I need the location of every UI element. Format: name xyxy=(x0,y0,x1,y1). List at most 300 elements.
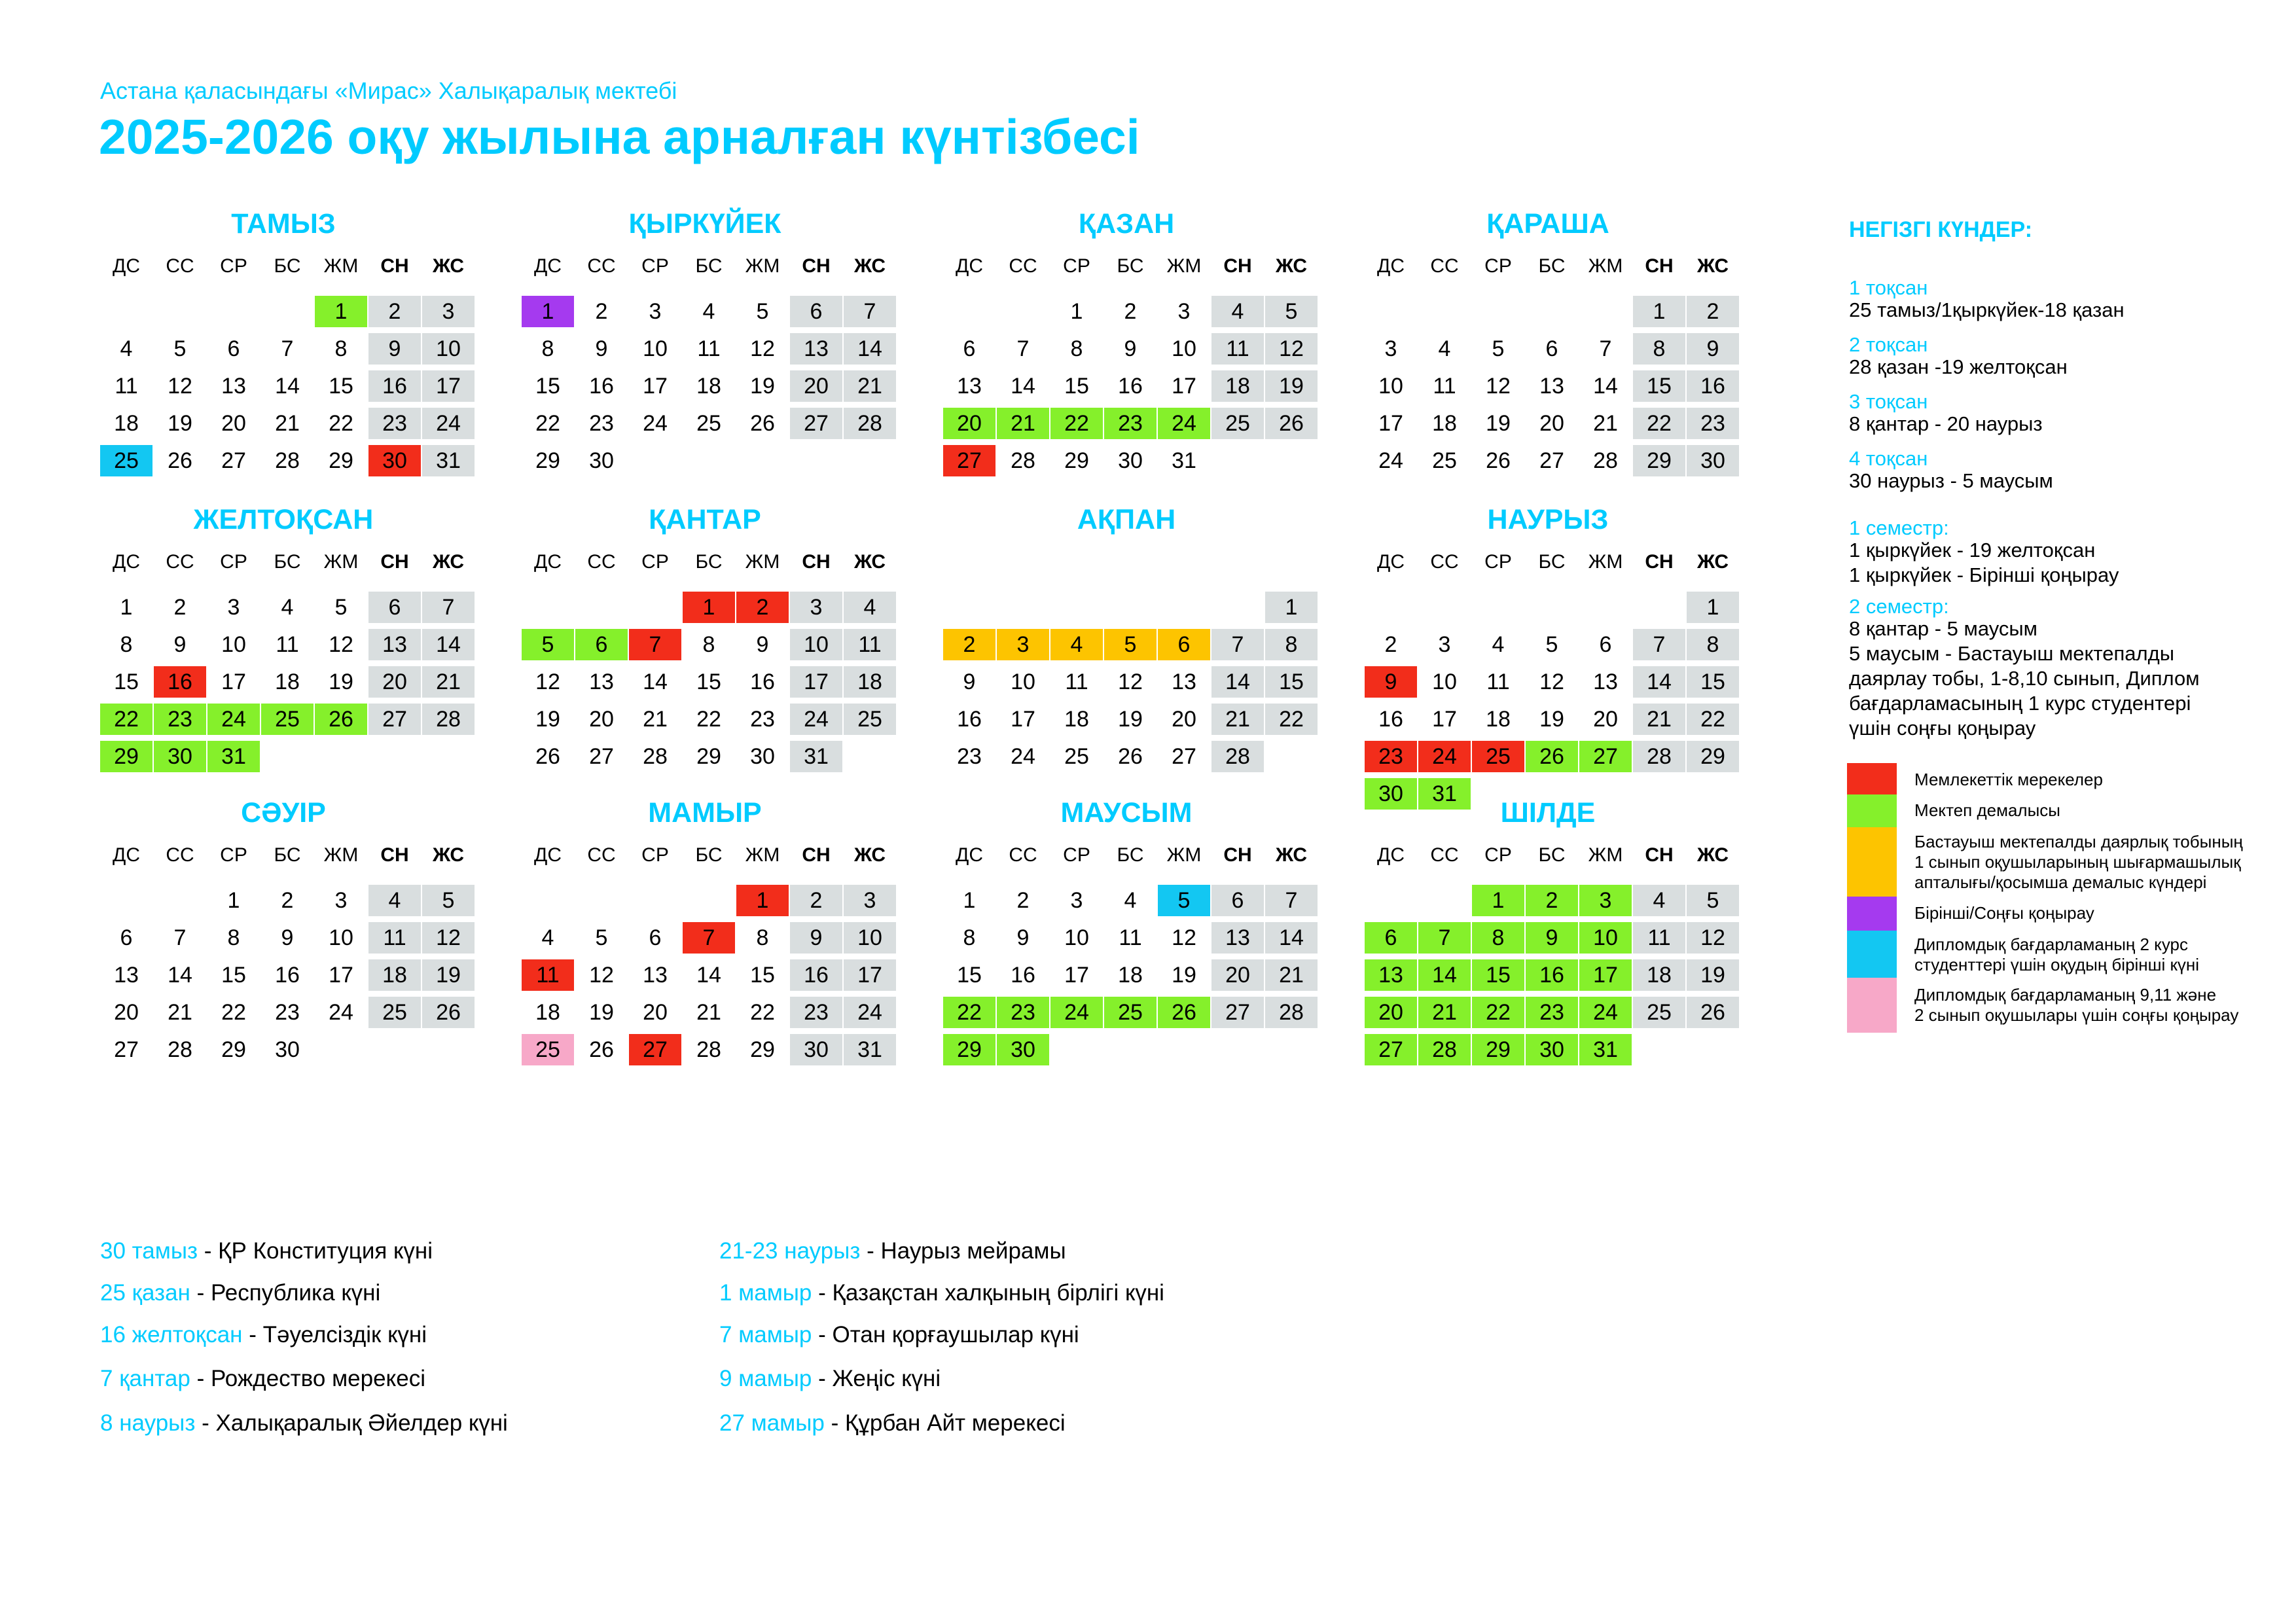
day-cell: 26 xyxy=(1158,997,1210,1028)
day-cell: 8 xyxy=(1633,333,1685,365)
day-cell: 24 xyxy=(207,704,260,735)
weekday-header: ЖС xyxy=(1275,844,1308,866)
day-cell: 23 xyxy=(154,704,206,735)
day-cell: 2 xyxy=(595,299,608,324)
day-cell: 18 xyxy=(368,959,421,991)
day-cell: 5 xyxy=(522,629,574,660)
day-cell: 20 xyxy=(368,666,421,698)
day-cell: 2 xyxy=(173,595,187,620)
day-cell: 9 xyxy=(756,632,769,657)
day-cell: 19 xyxy=(1539,707,1564,732)
weekday-header: СС xyxy=(166,255,194,277)
month-calendar xyxy=(943,504,1310,779)
weekday-header: ЖС xyxy=(432,255,465,277)
legend-label-pink-2: 2 сынып оқушылары үшін соңғы қоңырау xyxy=(1914,1005,2239,1025)
weekday-header: СС xyxy=(1009,255,1037,277)
day-cell: 25 xyxy=(100,445,152,476)
day-cell: 11 xyxy=(1486,669,1510,694)
weekday-header: СН xyxy=(1645,551,1674,573)
day-cell: 3 xyxy=(649,299,662,324)
weekday-header: ЖМ xyxy=(1588,551,1623,573)
day-cell: 19 xyxy=(1486,411,1511,436)
day-cell: 27 xyxy=(790,408,842,439)
day-cell: 6 xyxy=(1545,336,1558,361)
day-cell: 27 xyxy=(1539,448,1564,473)
day-cell: 28 xyxy=(275,448,300,473)
weekday-header: ЖМ xyxy=(745,551,780,573)
day-cell: 30 xyxy=(790,1034,842,1065)
holiday-item xyxy=(100,1280,380,1306)
day-cell: 24 xyxy=(844,997,896,1028)
weekday-header: ЖМ xyxy=(1166,255,1202,277)
day-cell: 20 xyxy=(1539,411,1564,436)
day-cell: 29 xyxy=(329,448,353,473)
day-cell: 14 xyxy=(696,963,721,988)
day-cell: 7 xyxy=(281,336,294,361)
day-cell: 8 xyxy=(1472,922,1524,954)
day-cell: 11 xyxy=(1633,922,1685,954)
legend-label-red: Мемлекеттік мерекелер xyxy=(1914,770,2103,789)
day-cell: 2 xyxy=(736,592,789,623)
day-cell: 4 xyxy=(1633,885,1685,916)
weekday-header: ДС xyxy=(113,551,140,573)
day-cell: 15 xyxy=(114,669,139,694)
day-cell: 2 xyxy=(281,888,294,913)
day-cell: 18 xyxy=(1211,370,1264,402)
day-cell: 14 xyxy=(1593,374,1618,399)
month-title: АҚПАН xyxy=(1077,504,1176,535)
day-cell: 20 xyxy=(643,1000,668,1025)
month-title: МАУСЫМ xyxy=(1060,797,1193,829)
day-cell: 24 xyxy=(1011,744,1035,769)
day-cell: 30 xyxy=(1118,448,1143,473)
day-cell: 10 xyxy=(1432,669,1457,694)
day-cell: 16 xyxy=(368,370,421,402)
weekday-header: ЖМ xyxy=(323,844,359,866)
weekday-header: БС xyxy=(695,844,723,866)
day-cell: 21 xyxy=(643,707,668,732)
day-cell: 15 xyxy=(750,963,775,988)
day-cell: 14 xyxy=(1265,922,1318,954)
day-cell: 22 xyxy=(696,707,721,732)
day-cell: 5 xyxy=(334,595,348,620)
day-cell: 15 xyxy=(1633,370,1685,402)
day-cell: 3 xyxy=(334,888,348,913)
day-cell: 2 xyxy=(790,885,842,916)
day-cell: 5 xyxy=(173,336,187,361)
semester-2-note-3: бағдарламасының 1 курс студентері xyxy=(1849,692,2191,715)
day-cell: 22 xyxy=(1633,408,1685,439)
day-cell: 15 xyxy=(221,963,246,988)
day-cell: 10 xyxy=(329,925,353,950)
day-cell: 9 xyxy=(963,669,976,694)
day-cell: 28 xyxy=(1265,997,1318,1028)
day-cell: 9 xyxy=(790,922,842,954)
day-cell: 17 xyxy=(422,370,475,402)
day-cell: 15 xyxy=(329,374,353,399)
day-cell: 24 xyxy=(1158,408,1210,439)
weekday-header: СР xyxy=(1484,844,1512,866)
day-cell: 28 xyxy=(1211,741,1264,772)
month-title: ЖЕЛТОҚСАН xyxy=(193,504,374,535)
day-cell: 6 xyxy=(649,925,662,950)
day-cell: 28 xyxy=(844,408,896,439)
weekday-header: СР xyxy=(1484,551,1512,573)
holiday-date: 9 мамыр xyxy=(719,1366,812,1391)
day-cell: 1 xyxy=(1265,592,1318,623)
weekday-header: ДС xyxy=(113,255,140,277)
day-cell: 19 xyxy=(1687,959,1739,991)
holiday-date: 30 тамыз xyxy=(100,1238,198,1264)
weekday-header: СР xyxy=(220,551,247,573)
day-cell: 14 xyxy=(1418,959,1471,991)
month-calendar xyxy=(943,208,1310,483)
quarter-2-label: 2 тоқсан xyxy=(1849,333,1928,356)
day-cell: 18 xyxy=(1432,411,1457,436)
weekday-header: ДС xyxy=(113,844,140,866)
page-title: 2025-2026 оқу жылына арналған күнтізбесі xyxy=(99,109,1140,164)
day-cell: 7 xyxy=(683,922,735,954)
day-cell: 5 xyxy=(1492,336,1505,361)
weekday-header: ЖС xyxy=(853,255,886,277)
weekday-header: СР xyxy=(1063,255,1090,277)
legend-swatch-orange xyxy=(1847,827,1897,897)
day-cell: 28 xyxy=(168,1037,192,1062)
day-cell: 5 xyxy=(1265,296,1318,327)
day-cell: 27 xyxy=(589,744,614,769)
weekday-header: СР xyxy=(641,551,669,573)
weekday-header: СН xyxy=(380,255,409,277)
day-cell: 4 xyxy=(1492,632,1505,657)
day-cell: 18 xyxy=(1633,959,1685,991)
day-cell: 16 xyxy=(1118,374,1143,399)
day-cell: 23 xyxy=(750,707,775,732)
day-cell: 28 xyxy=(1011,448,1035,473)
weekday-header: СР xyxy=(220,844,247,866)
day-cell: 10 xyxy=(1579,922,1632,954)
day-cell: 3 xyxy=(1177,299,1191,324)
day-cell: 13 xyxy=(790,333,842,365)
day-cell: 3 xyxy=(844,885,896,916)
day-cell: 5 xyxy=(595,925,608,950)
day-cell: 11 xyxy=(1433,374,1456,399)
day-cell: 3 xyxy=(1579,885,1632,916)
weekday-header: СН xyxy=(1223,844,1252,866)
weekday-header: БС xyxy=(1538,255,1566,277)
semester-1-first-bell: 1 қыркүйек - Бірінші қоңырау xyxy=(1849,563,2119,586)
weekday-header: СР xyxy=(1063,844,1090,866)
day-cell: 25 xyxy=(261,704,314,735)
semester-1-label: 1 семестр: xyxy=(1849,516,1949,539)
day-cell: 22 xyxy=(1265,704,1318,735)
day-cell: 26 xyxy=(589,1037,614,1062)
day-cell: 28 xyxy=(643,744,668,769)
day-cell: 6 xyxy=(575,629,628,660)
day-cell: 14 xyxy=(1011,374,1035,399)
day-cell: 20 xyxy=(589,707,614,732)
day-cell: 12 xyxy=(168,374,192,399)
day-cell: 28 xyxy=(1633,741,1685,772)
weekday-header: ЖС xyxy=(1696,844,1729,866)
holiday-name: - Наурыз мейрамы xyxy=(860,1238,1066,1264)
day-cell: 15 xyxy=(1687,666,1739,698)
day-cell: 19 xyxy=(168,411,192,436)
weekday-header: СР xyxy=(641,844,669,866)
day-cell: 31 xyxy=(422,445,475,476)
weekday-header: ЖС xyxy=(853,844,886,866)
day-cell: 16 xyxy=(750,669,775,694)
day-cell: 8 xyxy=(334,336,348,361)
weekday-header: БС xyxy=(1117,255,1144,277)
day-cell: 6 xyxy=(1365,922,1417,954)
day-cell: 19 xyxy=(329,669,353,694)
weekday-header: БС xyxy=(695,255,723,277)
month-title: ТАМЫЗ xyxy=(231,208,336,240)
day-cell: 17 xyxy=(329,963,353,988)
holiday-name: - Қазақстан халқының бірлігі күні xyxy=(812,1280,1164,1306)
weekday-header: ЖМ xyxy=(1588,255,1623,277)
day-cell: 5 xyxy=(1104,629,1157,660)
day-cell: 25 xyxy=(1432,448,1457,473)
day-cell: 7 xyxy=(1265,885,1318,916)
day-cell: 30 xyxy=(1365,778,1417,810)
day-cell: 27 xyxy=(943,445,996,476)
day-cell: 13 xyxy=(589,669,614,694)
day-cell: 10 xyxy=(844,922,896,954)
day-cell: 2 xyxy=(1016,888,1030,913)
day-cell: 23 xyxy=(589,411,614,436)
day-cell: 28 xyxy=(422,704,475,735)
weekday-header: СС xyxy=(166,551,194,573)
legend-label-green: Мектеп демалысы xyxy=(1914,800,2060,820)
weekday-header: СС xyxy=(587,255,616,277)
day-cell: 11 xyxy=(115,374,138,399)
day-cell: 13 xyxy=(643,963,668,988)
day-cell: 6 xyxy=(963,336,976,361)
weekday-header: СН xyxy=(1645,844,1674,866)
legend-swatch-red xyxy=(1847,763,1897,794)
month-title: ҚАРАША xyxy=(1486,208,1609,240)
day-cell: 8 xyxy=(1265,629,1318,660)
day-cell: 24 xyxy=(422,408,475,439)
day-cell: 4 xyxy=(1211,296,1264,327)
day-cell: 12 xyxy=(1118,669,1143,694)
day-cell: 10 xyxy=(1011,669,1035,694)
day-cell: 8 xyxy=(227,925,240,950)
day-cell: 24 xyxy=(1050,997,1103,1028)
school-name: Астана қаласындағы «Мирас» Халықаралық мектебі xyxy=(100,77,677,104)
holiday-name: - ҚР Конституция күні xyxy=(198,1238,433,1264)
month-title: НАУРЫЗ xyxy=(1487,504,1609,535)
day-cell: 20 xyxy=(1365,997,1417,1028)
day-cell: 29 xyxy=(750,1037,775,1062)
day-cell: 29 xyxy=(100,741,152,772)
weekday-header: ДС xyxy=(956,255,983,277)
holiday-name: - Республика күні xyxy=(196,1280,381,1306)
day-cell: 5 xyxy=(1545,632,1558,657)
holiday-date: 25 қазан xyxy=(100,1280,197,1306)
day-cell: 1 xyxy=(736,885,789,916)
weekday-header: ДС xyxy=(534,255,562,277)
day-cell: 18 xyxy=(535,1000,560,1025)
weekday-header: СН xyxy=(802,255,831,277)
day-cell: 31 xyxy=(844,1034,896,1065)
holiday-date: 27 мамыр xyxy=(719,1410,825,1436)
quarter-1-dates: 25 тамыз/1қыркүйек-18 қазан xyxy=(1849,298,2125,321)
day-cell: 20 xyxy=(114,1000,139,1025)
day-cell: 13 xyxy=(957,374,982,399)
day-cell: 7 xyxy=(1599,336,1612,361)
day-cell: 4 xyxy=(702,299,715,324)
day-cell: 16 xyxy=(275,963,300,988)
weekday-header: СН xyxy=(802,844,831,866)
day-cell: 11 xyxy=(1119,925,1142,950)
day-cell: 20 xyxy=(221,411,246,436)
day-cell: 16 xyxy=(1378,707,1403,732)
day-cell: 24 xyxy=(643,411,668,436)
day-cell: 8 xyxy=(756,925,769,950)
day-cell: 11 xyxy=(697,336,721,361)
weekday-header: БС xyxy=(274,551,301,573)
weekday-header: ДС xyxy=(1377,844,1405,866)
weekday-header: ДС xyxy=(1377,255,1405,277)
day-cell: 11 xyxy=(1211,333,1264,365)
day-cell: 13 xyxy=(1539,374,1564,399)
holiday-date: 7 қантар xyxy=(100,1366,197,1391)
weekday-header: СН xyxy=(380,844,409,866)
day-cell: 28 xyxy=(1418,1034,1471,1065)
holiday-item xyxy=(719,1238,1066,1264)
day-cell: 4 xyxy=(541,925,554,950)
day-cell: 16 xyxy=(957,707,982,732)
day-cell: 7 xyxy=(1211,629,1264,660)
day-cell: 10 xyxy=(1172,336,1196,361)
day-cell: 26 xyxy=(1687,997,1739,1028)
day-cell: 1 xyxy=(1472,885,1524,916)
day-cell: 11 xyxy=(522,959,574,991)
day-cell: 30 xyxy=(1526,1034,1578,1065)
weekday-header: ЖС xyxy=(1696,255,1729,277)
day-cell: 25 xyxy=(522,1034,574,1065)
legend-label-pink-1: Дипломдық бағдарламаның 9,11 және xyxy=(1914,985,2217,1005)
day-cell: 25 xyxy=(368,997,421,1028)
day-cell: 2 xyxy=(1526,885,1578,916)
day-cell: 7 xyxy=(629,629,681,660)
day-cell: 10 xyxy=(422,333,475,365)
weekday-header: БС xyxy=(274,255,301,277)
weekday-header: ЖС xyxy=(432,844,465,866)
day-cell: 26 xyxy=(315,704,367,735)
day-cell: 25 xyxy=(1104,997,1157,1028)
day-cell: 22 xyxy=(1687,704,1739,735)
day-cell: 3 xyxy=(422,296,475,327)
month-calendar xyxy=(522,208,888,483)
day-cell: 1 xyxy=(522,296,574,327)
day-cell: 1 xyxy=(1633,296,1685,327)
day-cell: 21 xyxy=(696,1000,721,1025)
day-cell: 3 xyxy=(227,595,240,620)
day-cell: 7 xyxy=(1016,336,1030,361)
weekday-header: БС xyxy=(1538,844,1566,866)
day-cell: 3 xyxy=(1384,336,1397,361)
weekday-header: СС xyxy=(1009,844,1037,866)
day-cell: 31 xyxy=(1579,1034,1632,1065)
day-cell: 29 xyxy=(1064,448,1089,473)
day-cell: 21 xyxy=(422,666,475,698)
weekday-header: СН xyxy=(802,551,831,573)
weekday-header: БС xyxy=(695,551,723,573)
month-title: ҚЫРКҮЙЕК xyxy=(628,208,781,240)
day-cell: 3 xyxy=(997,629,1049,660)
legend-label-orange-1: Бастауыш мектепалды даярлық тобының xyxy=(1914,832,2243,851)
day-cell: 9 xyxy=(1124,336,1137,361)
day-cell: 29 xyxy=(221,1037,246,1062)
weekday-header: ЖС xyxy=(1275,255,1308,277)
day-cell: 19 xyxy=(1265,370,1318,402)
day-cell: 25 xyxy=(1211,408,1264,439)
day-cell: 23 xyxy=(957,744,982,769)
day-cell: 30 xyxy=(589,448,614,473)
day-cell: 4 xyxy=(368,885,421,916)
day-cell: 19 xyxy=(1172,963,1196,988)
holiday-date: 8 наурыз xyxy=(100,1410,196,1436)
day-cell: 2 xyxy=(368,296,421,327)
holiday-name: - Тәуелсіздік күні xyxy=(242,1322,427,1347)
day-cell: 8 xyxy=(963,925,976,950)
day-cell: 12 xyxy=(1265,333,1318,365)
day-cell: 8 xyxy=(702,632,715,657)
day-cell: 13 xyxy=(368,629,421,660)
day-cell: 13 xyxy=(1365,959,1417,991)
day-cell: 22 xyxy=(1050,408,1103,439)
day-cell: 14 xyxy=(422,629,475,660)
day-cell: 15 xyxy=(1472,959,1524,991)
day-cell: 9 xyxy=(1687,333,1739,365)
day-cell: 7 xyxy=(173,925,187,950)
weekday-header: СН xyxy=(380,551,409,573)
day-cell: 6 xyxy=(1211,885,1264,916)
weekday-header: БС xyxy=(274,844,301,866)
day-cell: 12 xyxy=(750,336,775,361)
weekday-header: СР xyxy=(1484,255,1512,277)
day-cell: 19 xyxy=(750,374,775,399)
day-cell: 13 xyxy=(1593,669,1618,694)
weekday-header: СС xyxy=(587,844,616,866)
day-cell: 27 xyxy=(1172,744,1196,769)
day-cell: 25 xyxy=(1064,744,1089,769)
day-cell: 26 xyxy=(1526,741,1578,772)
day-cell: 18 xyxy=(1486,707,1511,732)
legend-label-blue-1: Дипломдық бағдарламаның 2 курс xyxy=(1914,935,2189,954)
day-cell: 8 xyxy=(541,336,554,361)
day-cell: 5 xyxy=(756,299,769,324)
day-cell: 30 xyxy=(1687,445,1739,476)
day-cell: 26 xyxy=(1486,448,1511,473)
day-cell: 1 xyxy=(1070,299,1083,324)
weekday-header: ДС xyxy=(534,844,562,866)
month-calendar xyxy=(1365,504,1731,806)
weekday-header: ДС xyxy=(956,844,983,866)
month-title: ШІЛДЕ xyxy=(1500,797,1596,829)
day-cell: 26 xyxy=(1118,744,1143,769)
day-cell: 19 xyxy=(1118,707,1143,732)
month-title: ҚАНТАР xyxy=(649,504,761,535)
month-calendar xyxy=(100,504,467,779)
day-cell: 23 xyxy=(1365,741,1417,772)
holiday-item xyxy=(719,1280,1164,1306)
day-cell: 12 xyxy=(329,632,353,657)
quarter-3-label: 3 тоқсан xyxy=(1849,390,1928,413)
